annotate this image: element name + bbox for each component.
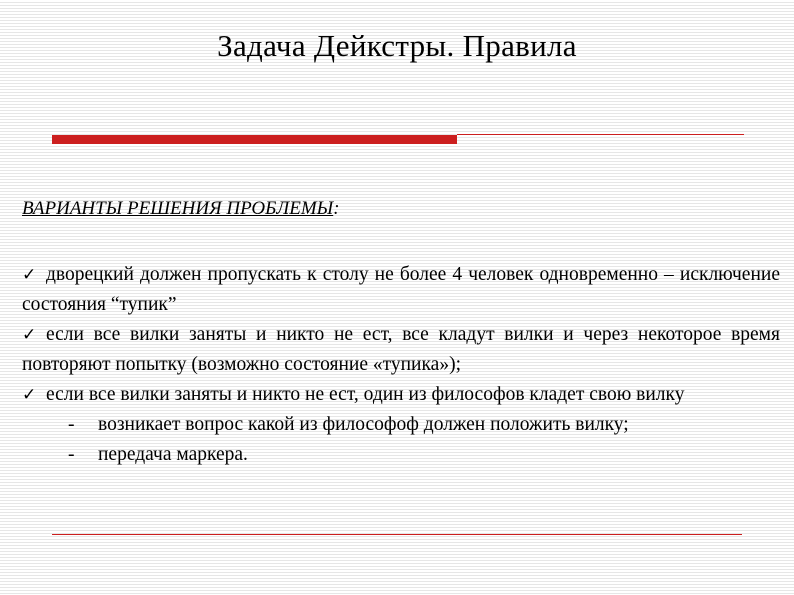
title-underline-thick: [52, 135, 457, 144]
dash-marker: -: [68, 414, 75, 435]
checkmark-icon: ✓: [22, 385, 37, 405]
bullet-list: [22, 260, 780, 470]
sub-list-item-text: возникает вопрос какой из философоф должен положить вилку;: [98, 414, 629, 435]
sub-list-item-text: передача маркера.: [98, 444, 248, 465]
list-item: [22, 380, 780, 410]
sub-list-item: [22, 410, 780, 440]
title-underline-thin: [457, 134, 744, 135]
section-heading-text: ВАРИАНТЫ РЕШЕНИЯ ПРОБЛЕМЫ: [22, 198, 334, 219]
sub-list-item: [22, 440, 780, 470]
list-item: [22, 260, 780, 320]
footer-divider: [52, 534, 742, 535]
dash-marker: -: [68, 444, 75, 465]
list-item-text: дворецкий должен пропускать к столу не более 4 человек одновременно – исключение состояния “тупик”: [22, 264, 780, 315]
list-item: [22, 320, 780, 380]
section-heading-colon: :: [333, 198, 340, 219]
checkmark-icon: ✓: [22, 265, 37, 285]
slide-title: Задача Дейкстры. Правила: [217, 28, 577, 63]
list-item-text: если все вилки заняты и никто не ест, один из философов кладет свою вилку: [46, 384, 685, 405]
list-item-text: если все вилки заняты и никто не ест, все кладут вилки и через некоторое время повторяют попытку (возможно состояние «тупика»);: [22, 324, 780, 375]
section-heading: [22, 196, 340, 222]
checkmark-icon: ✓: [22, 325, 37, 345]
